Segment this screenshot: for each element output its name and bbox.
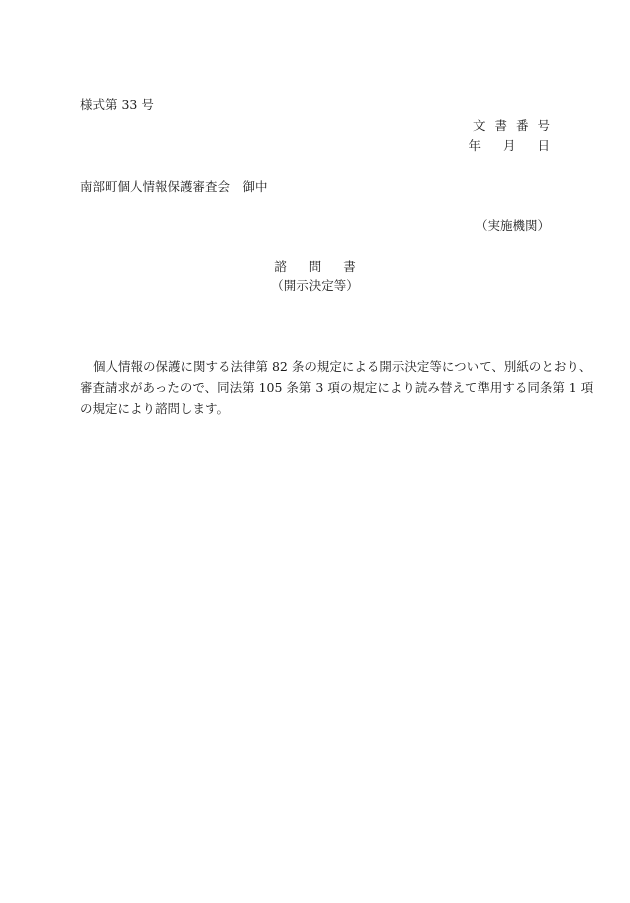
document-number-label: 文書番号	[472, 118, 559, 133]
body-line: の規定により諮問します。	[80, 401, 230, 416]
body-paragraph	[80, 356, 594, 419]
document-subtitle: （開示決定等）	[271, 278, 359, 293]
addressee: 南部町個人情報保護審査会 御中	[80, 179, 268, 194]
body-line: 審査請求があったので、同法第 105 条第 3 項の規定により読み替えて準用する同条第 1 項	[80, 380, 594, 395]
implementing-agency: （実施機関）	[474, 218, 550, 233]
document-title: 諮問書	[274, 259, 378, 274]
body-line: 個人情報の保護に関する法律第 82 条の規定による開示決定等について、別紙のとおり、	[93, 359, 592, 374]
form-number: 様式第 33 号	[80, 97, 154, 112]
date-label: 年 月 日	[468, 138, 559, 153]
